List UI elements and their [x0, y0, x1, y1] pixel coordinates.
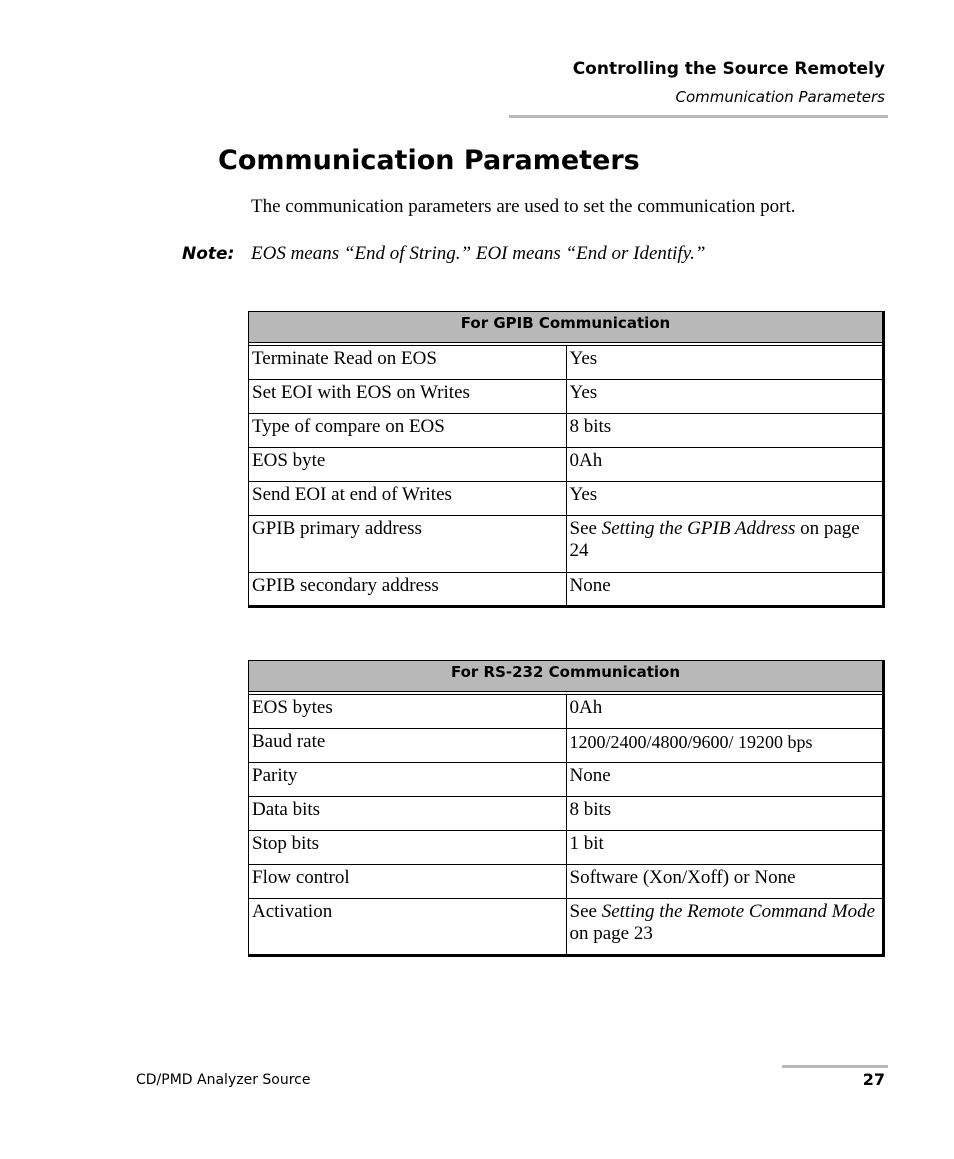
- param-name: Type of compare on EOS: [249, 414, 567, 448]
- param-value: None: [566, 573, 884, 607]
- param-value: Yes: [566, 380, 884, 414]
- table-row: [249, 414, 884, 448]
- table-row: [249, 899, 884, 956]
- param-name: Activation: [249, 899, 567, 956]
- param-name: EOS bytes: [249, 695, 567, 729]
- param-name: Data bits: [249, 797, 567, 831]
- note-label: Note:: [182, 244, 235, 264]
- param-name: Send EOI at end of Writes: [249, 482, 567, 516]
- gpib-table: [248, 311, 885, 608]
- table-row: [249, 448, 884, 482]
- table-row: [249, 797, 884, 831]
- cross-reference-link[interactable]: Setting the GPIB Address: [601, 518, 796, 539]
- param-value: [566, 516, 884, 573]
- footer-product: CD/PMD Analyzer Source: [136, 1072, 311, 1088]
- table-row: [249, 763, 884, 797]
- footer-rule: [782, 1065, 888, 1068]
- param-name: Parity: [249, 763, 567, 797]
- value-suffix: on page 23: [569, 923, 653, 944]
- param-value: 1 bit: [566, 831, 884, 865]
- intro-paragraph: The communication parameters are used to set the communication port.: [251, 196, 796, 217]
- table-row: [249, 516, 884, 573]
- param-name: Terminate Read on EOS: [249, 346, 567, 380]
- chapter-title: Controlling the Source Remotely: [572, 59, 885, 79]
- header-rule: [509, 115, 888, 118]
- table-row: [249, 346, 884, 380]
- param-value: None: [566, 763, 884, 797]
- table-row: [249, 831, 884, 865]
- cross-reference-link[interactable]: Setting the Remote Command Mode: [601, 901, 876, 922]
- rs232-table: [248, 660, 885, 957]
- param-name: GPIB primary address: [249, 516, 567, 573]
- param-value: Yes: [566, 346, 884, 380]
- table-row: [249, 573, 884, 607]
- param-value: [566, 899, 884, 956]
- table-row: [249, 695, 884, 729]
- table-row: [249, 865, 884, 899]
- param-value: 0Ah: [566, 448, 884, 482]
- param-value: 8 bits: [566, 797, 884, 831]
- param-name: Set EOI with EOS on Writes: [249, 380, 567, 414]
- param-value: 0Ah: [566, 695, 884, 729]
- param-value: Software (Xon/Xoff) or None: [566, 865, 884, 899]
- value-prefix: See: [569, 518, 602, 539]
- param-value: Yes: [566, 482, 884, 516]
- page-title: Communication Parameters: [218, 145, 640, 176]
- note-text: EOS means “End of String.” EOI means “End or Identify.”: [251, 243, 706, 264]
- param-name: GPIB secondary address: [249, 573, 567, 607]
- rs232-table-heading: For RS-232 Communication: [249, 661, 884, 692]
- running-header: [573, 59, 885, 106]
- gpib-table-heading: For GPIB Communication: [249, 312, 884, 343]
- param-value: 1200/2400/4800/9600/ 19200 bps: [566, 729, 884, 763]
- page-number: 27: [862, 1070, 885, 1089]
- table-row: [249, 380, 884, 414]
- param-name: EOS byte: [249, 448, 567, 482]
- table-row: [249, 729, 884, 763]
- param-name: Flow control: [249, 865, 567, 899]
- param-value: 8 bits: [566, 414, 884, 448]
- value-suffix: on page 24: [569, 518, 860, 561]
- table-row: [249, 482, 884, 516]
- section-title: Communication Parameters: [675, 88, 885, 106]
- value-prefix: See: [569, 901, 602, 922]
- param-name: Baud rate: [249, 729, 567, 763]
- param-name: Stop bits: [249, 831, 567, 865]
